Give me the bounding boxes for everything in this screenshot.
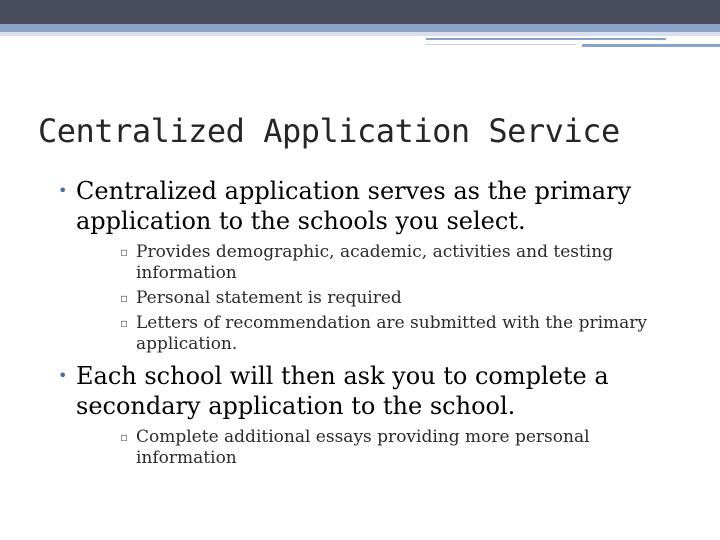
bullet-text: Each school will then ask you to complete a secondary application to the school. <box>76 362 609 420</box>
slide-body <box>40 176 680 469</box>
sub-bullet-icon: ▫ <box>120 291 129 305</box>
bullet-icon: • <box>58 181 68 200</box>
bullet-list <box>40 176 680 469</box>
sub-bullet-item <box>76 242 680 284</box>
sub-bullet-item <box>76 427 680 469</box>
sub-bullet-list <box>76 427 680 469</box>
header-band <box>0 0 720 24</box>
header-light-stripe <box>0 32 720 36</box>
bullet-item <box>40 361 680 469</box>
sub-bullet-text: Provides demographic, academic, activities and testing information <box>136 242 614 283</box>
sub-bullet-text: Complete additional essays providing more personal information <box>136 427 590 468</box>
bullet-icon: • <box>58 366 68 385</box>
sub-bullet-icon: ▫ <box>120 316 129 330</box>
decorative-line <box>582 44 720 47</box>
bullet-text: Centralized application serves as the primary application to the schools you select. <box>76 177 632 235</box>
decorative-line <box>426 44 576 45</box>
sub-bullet-icon: ▫ <box>120 245 129 259</box>
sub-bullet-list <box>76 242 680 355</box>
sub-bullet-item <box>76 288 680 309</box>
slide-title: Centralized Application Service <box>38 112 620 150</box>
sub-bullet-text: Personal statement is required <box>136 288 402 308</box>
sub-bullet-text: Letters of recommendation are submitted with the primary application. <box>136 313 648 354</box>
header-accent-stripe <box>0 24 720 32</box>
bullet-item <box>40 176 680 355</box>
sub-bullet-icon: ▫ <box>120 430 129 444</box>
decorative-line <box>426 38 666 40</box>
sub-bullet-item <box>76 313 680 355</box>
